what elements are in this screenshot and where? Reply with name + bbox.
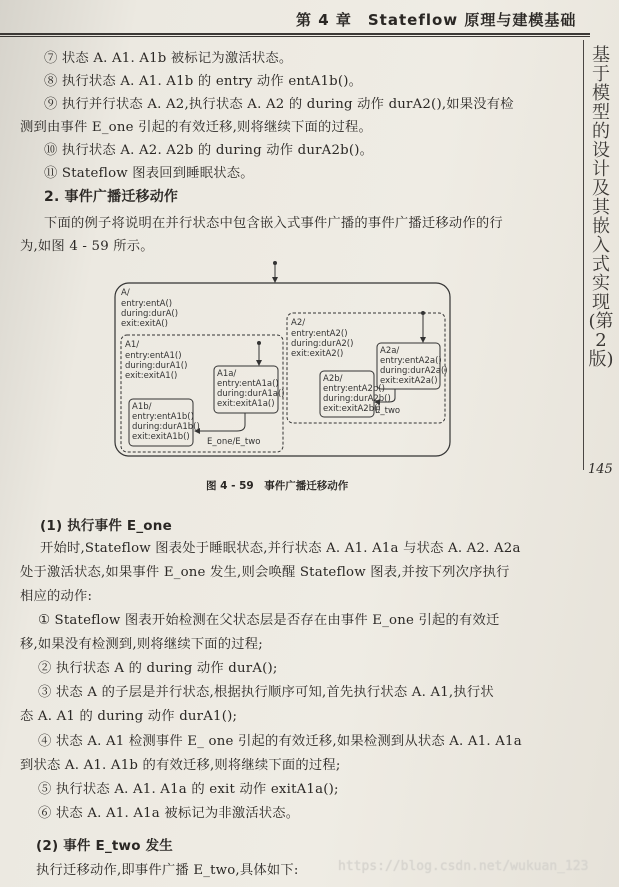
state-a2-entry: entry:entA2() [291, 329, 348, 339]
state-a1a-name: A1a/ [217, 369, 237, 379]
state-a2-exit: exit:exitA2() [291, 349, 344, 359]
subsection-heading: (2) 事件 E_two 发生 [36, 838, 174, 854]
page-number: 145 [588, 462, 613, 477]
subsection-heading: (1) 执行事件 E_one [40, 518, 172, 534]
list-item: ⑧ 执行状态 A. A1. A1b 的 entry 动作 entA1b()。 [44, 74, 363, 89]
paragraph-line: 开始时,Stateflow 图表处于睡眠状态,并行状态 A. A1. A1a 与状态 A. A2. A2a [40, 541, 521, 556]
paragraph-line: 相应的动作: [20, 589, 93, 604]
paragraph-line: ⑥ 状态 A. A1. A1a 被标记为非激活状态。 [38, 806, 300, 821]
paragraph-line: 到状态 A. A1. A1b 的有效迁移,则将继续下面的过程; [20, 758, 341, 773]
state-a-during: during:durA() [121, 309, 179, 319]
transition-label-a2: E_two [375, 406, 401, 416]
default-transition-dot [273, 261, 277, 265]
state-a2b-during: during:durA2b() [323, 394, 391, 404]
paragraph-line: ① Stateflow 图表开始检测在父状态层是否存在由事件 E_one 引起的有效迁 [38, 613, 500, 628]
state-a-name: A/ [121, 288, 130, 298]
state-a-entry: entry:entA() [121, 299, 173, 309]
header-rule-thin [0, 36, 590, 37]
paragraph-line: 态 A. A1 的 during 动作 durA1(); [20, 709, 238, 724]
paragraph-line: ⑤ 执行状态 A. A1. A1a 的 exit 动作 exitA1a(); [38, 782, 339, 797]
state-a1b-exit: exit:exitA1b() [132, 432, 190, 442]
state-a1-exit: exit:exitA1() [125, 371, 178, 381]
paragraph-line: ③ 状态 A 的子层是并行状态,根据执行顺序可知,首先执行状态 A. A1,执行状 [38, 685, 494, 700]
state-a1-name: A1/ [125, 340, 140, 350]
transition-a1a-a1b [195, 413, 245, 431]
paragraph-line: 下面的例子将说明在并行状态中包含嵌入式事件广播的事件广播迁移动作的行 [44, 216, 503, 231]
section-heading: 2. 事件广播迁移动作 [44, 189, 179, 205]
paragraph-line: ② 执行状态 A 的 during 动作 durA(); [38, 661, 278, 676]
state-a1-entry: entry:entA1() [125, 351, 182, 361]
chapter-header: 第 4 章 Stateflow 原理与建模基础 [296, 11, 577, 29]
state-a2a-entry: entry:entA2a() [380, 356, 442, 366]
state-a1b-entry: entry:entA1b() [132, 412, 194, 422]
paragraph-line: 为,如图 4 - 59 所示。 [20, 239, 154, 254]
state-a2-during: during:durA2() [291, 339, 354, 349]
transition-label-a1: E_one/E_two [207, 437, 261, 447]
state-a1a-during: during:durA1a() [217, 389, 285, 399]
state-a2-name: A2/ [291, 318, 306, 328]
state-a1b-name: A1b/ [132, 402, 152, 412]
page-header [0, 0, 619, 38]
state-a1-during: during:durA1() [125, 361, 188, 371]
paragraph-line: 移,如果没有检测到,则将继续下面的过程; [20, 637, 263, 652]
state-a-exit: exit:exitA() [121, 319, 168, 329]
state-a2b-name: A2b/ [323, 374, 343, 384]
list-item: ⑩ 执行状态 A. A2. A2b 的 during 动作 durA2b()。 [44, 143, 374, 158]
list-item: ⑦ 状态 A. A1. A1b 被标记为激活状态。 [44, 51, 293, 66]
state-a2a-name: A2a/ [380, 346, 400, 356]
state-a2a-exit: exit:exitA2a() [380, 376, 438, 386]
state-a1a-exit: exit:exitA1a() [217, 399, 275, 409]
list-item: 测到由事件 E_one 引起的有效迁移,则将继续下面的过程。 [20, 120, 373, 135]
list-item: ⑨ 执行并行状态 A. A2,执行状态 A. A2 的 during 动作 durA2(),如果没有检 [44, 97, 514, 112]
list-item: ⑪ Stateflow 图表回到睡眠状态。 [44, 166, 254, 181]
paragraph-line: 处于激活状态,如果事件 E_one 发生,则会唤醒 Stateflow 图表,并按下列次序执行 [20, 565, 510, 580]
state-a2b-entry: entry:entA2b() [323, 384, 385, 394]
state-a2a-during: during:durA2a() [380, 366, 448, 376]
header-rule [0, 33, 590, 35]
state-a1b-during: during:durA1b() [132, 422, 200, 432]
paragraph-line: ④ 状态 A. A1 检测事件 E_ one 引起的有效迁移,如果检测到从状态 A. A1. A1a [38, 734, 522, 749]
stateflow-diagram [105, 255, 460, 470]
book-side-title: 基于模型的设计及其嵌入式实现(第2版) [588, 45, 614, 370]
paragraph-line: 执行迁移动作,即事件广播 E_two,具体如下: [36, 863, 299, 878]
figure-caption: 图 4 - 59 事件广播迁移动作 [206, 480, 349, 492]
watermark: https://blog.csdn.net/wukuan_123 [338, 859, 589, 874]
side-divider [583, 40, 584, 470]
state-a1a-entry: entry:entA1a() [217, 379, 279, 389]
state-a2b-exit: exit:exitA2b() [323, 404, 381, 414]
